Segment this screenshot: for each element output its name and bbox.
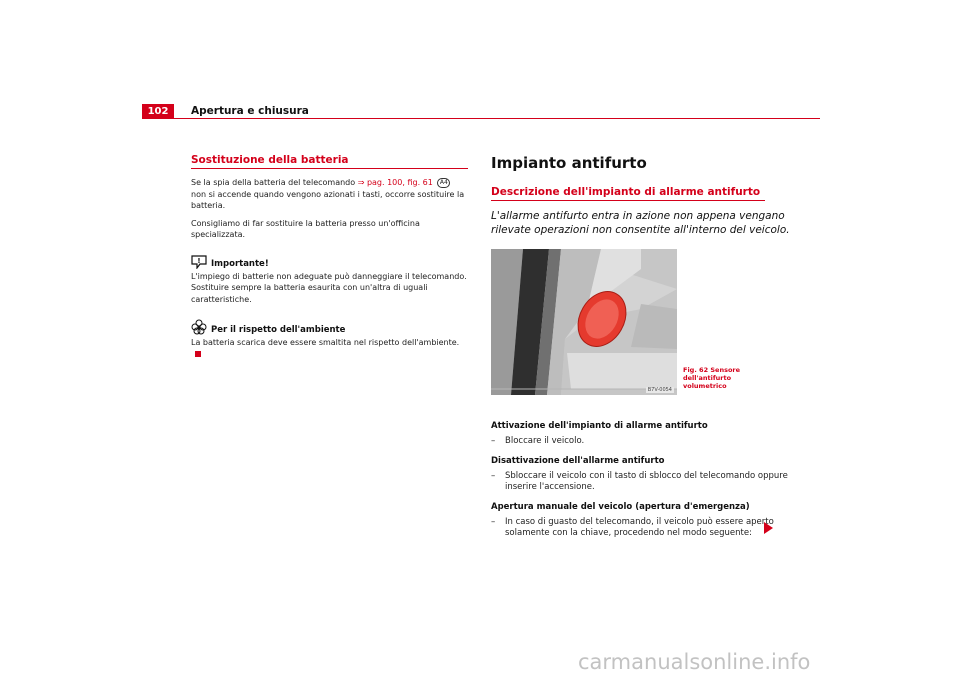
environment-note-header (191, 319, 468, 335)
page-reference-link[interactable]: ⇒ pag. 100, fig. 61 (357, 178, 433, 187)
emergency-heading: Apertura manuale del veicolo (apertura d'emergenza) (491, 501, 750, 512)
environment-title: Per il rispetto dell'ambiente (211, 325, 346, 335)
activation-step-text: Bloccare il veicolo. (505, 436, 585, 446)
svg-text:!: ! (197, 256, 201, 265)
main-title: Impianto antifurto (491, 154, 647, 172)
section-title-alarm: Descrizione dell'impianto di allarme antifurto (491, 186, 765, 201)
sensor-drawing (491, 249, 677, 395)
dash: – (491, 470, 496, 481)
section-title-battery: Sostituzione della batteria (191, 154, 468, 169)
left-column (191, 154, 468, 366)
environment-text (191, 337, 468, 360)
important-title: Importante! (211, 258, 269, 269)
deactivation-step (491, 471, 821, 494)
page-number: 102 (142, 104, 174, 118)
important-note-header (191, 255, 468, 269)
deactivation-step-text: Sbloccare il veicolo con il tasto di sblocco del telecomando oppure inserire l'accensione. (505, 470, 788, 492)
deactivation-heading: Disattivazione dell'allarme antifurto (491, 455, 665, 466)
figure-62 (491, 249, 821, 405)
emergency-step-text: In caso di guasto del telecomando, il veicolo può essere aperto solamente con la chiave, procedendo nel modo seguente: (505, 516, 774, 538)
environment-text-body: La batteria scarica deve essere smaltita nel rispetto dell'ambiente. (191, 338, 460, 347)
running-head: Apertura e chiusura (191, 105, 309, 117)
lead-paragraph: L'allarme antifurto entra in azione non appena vengano rilevate operazioni non consentite all'interno del veicolo. (491, 210, 790, 236)
instruction-block-1 (491, 421, 821, 448)
activation-step (491, 436, 821, 448)
header-rule (142, 118, 820, 119)
dash: – (491, 436, 496, 446)
right-column (491, 154, 821, 548)
flower-icon (191, 319, 207, 335)
para1-text-after: non si accende quando vengono azionati i tasti, occorre sostituire la batteria. (191, 189, 465, 210)
battery-paragraph-1 (191, 177, 468, 212)
watermark: carmanualsonline.info (578, 650, 811, 674)
continue-arrow-icon[interactable] (764, 522, 773, 534)
figure-code: B7V-0054 (647, 387, 672, 393)
warning-icon (191, 255, 207, 269)
end-marker (195, 351, 201, 357)
sensor-illustration (491, 249, 677, 395)
instruction-block-2 (491, 456, 821, 494)
reference-badge: A4 (437, 178, 450, 188)
dash: – (491, 516, 496, 527)
para1-text-before: Se la spia della batteria del telecomando (191, 178, 358, 187)
activation-heading: Attivazione dell'impianto di allarme antifurto (491, 421, 708, 431)
figure-caption: Fig. 62 Sensore dell'antifurto volumetrico (683, 366, 741, 390)
battery-paragraph-2: Consigliamo di far sostituire la batteria presso un'officina specializzata. (191, 218, 420, 239)
important-text: L'impiego di batterie non adeguate può danneggiare il telecomando. Sostituire sempre la batteria esaurita con un'altra di uguali caratteristiche. (191, 271, 467, 304)
